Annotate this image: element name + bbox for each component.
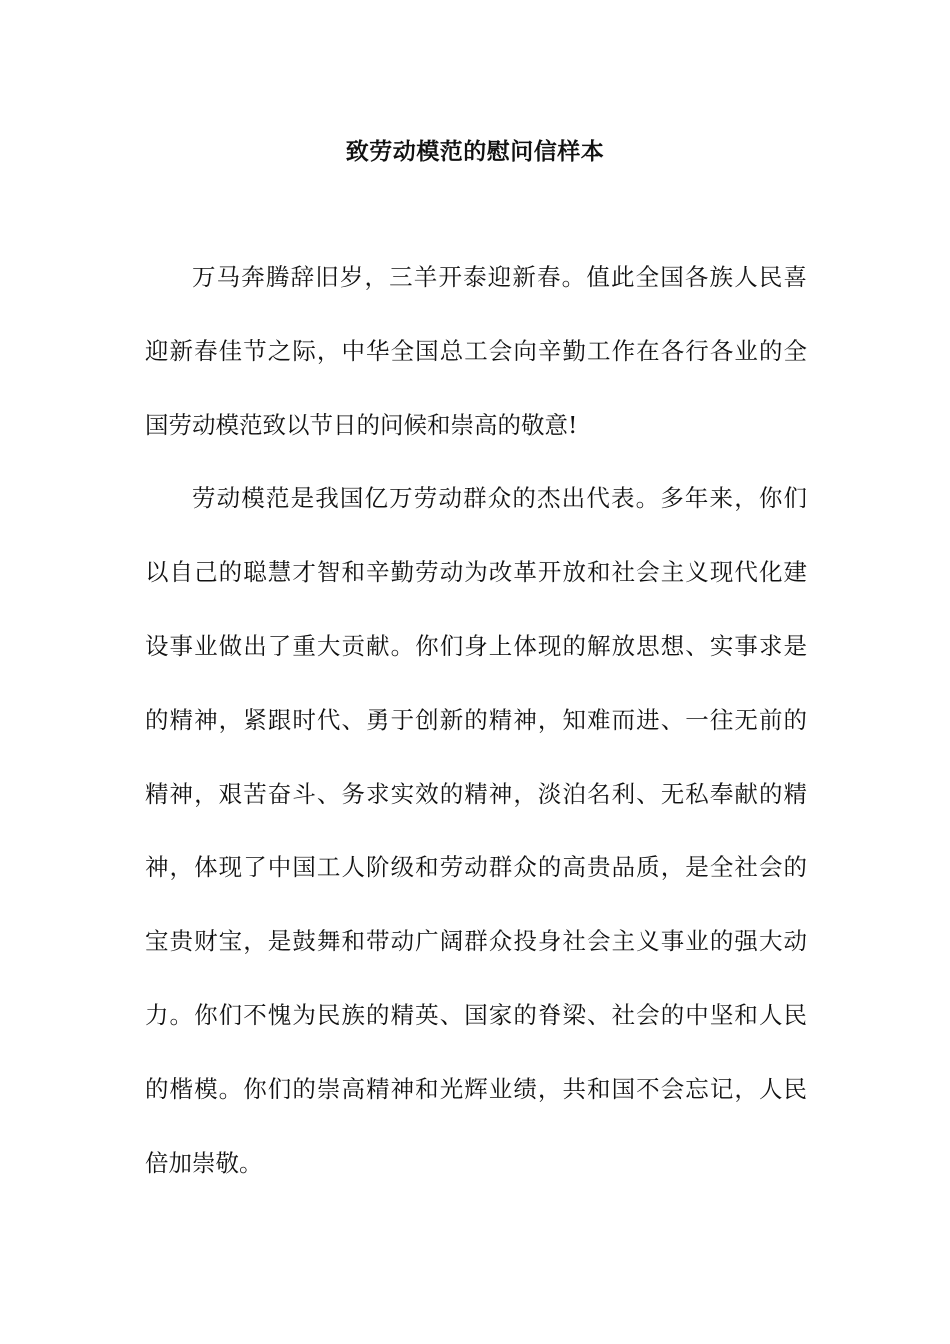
- paragraph-2-line-7: 宝贵财宝，是鼓舞和带动广阔群众投身社会主义事业的强大动: [145, 927, 807, 956]
- paragraph-2-line-2: 以自己的聪慧才智和辛勤劳动为改革开放和社会主义现代化建: [145, 558, 807, 587]
- paragraph-1-line-1: 万马奔腾辞旧岁，三羊开泰迎新春。值此全国各族人民喜: [192, 263, 807, 291]
- paragraph-2-line-1: 劳动模范是我国亿万劳动群众的杰出代表。多年来，你们: [192, 484, 807, 513]
- paragraph-2-line-3: 设事业做出了重大贡献。你们身上体现的解放思想、实事求是: [145, 631, 807, 660]
- paragraph-1-line-3: 国劳动模范致以节日的问候和崇高的敬意!: [145, 410, 578, 439]
- paragraph-2-line-9: 的楷模。你们的崇高精神和光辉业绩，共和国不会忘记，人民: [145, 1074, 807, 1103]
- paragraph-2-line-5: 精神，艰苦奋斗、务求实效的精神，淡泊名利、无私奉献的精: [145, 779, 807, 808]
- paragraph-2-line-8: 力。你们不愧为民族的精英、国家的脊梁、社会的中坚和人民: [145, 1000, 807, 1029]
- paragraph-1-line-2: 迎新春佳节之际，中华全国总工会向辛勤工作在各行各业的全: [145, 336, 807, 365]
- letter-body: [145, 258, 807, 1217]
- paragraph-2-line-4: 的精神，紧跟时代、勇于创新的精神，知难而进、一往无前的: [145, 705, 807, 734]
- paragraph-2-line-6: 神，体现了中国工人阶级和劳动群众的高贵品质，是全社会的: [145, 853, 807, 882]
- paragraph-2-line-10: 倍加崇敬。: [145, 1148, 263, 1177]
- document-title: 致劳动模范的慰问信样本: [345, 138, 605, 165]
